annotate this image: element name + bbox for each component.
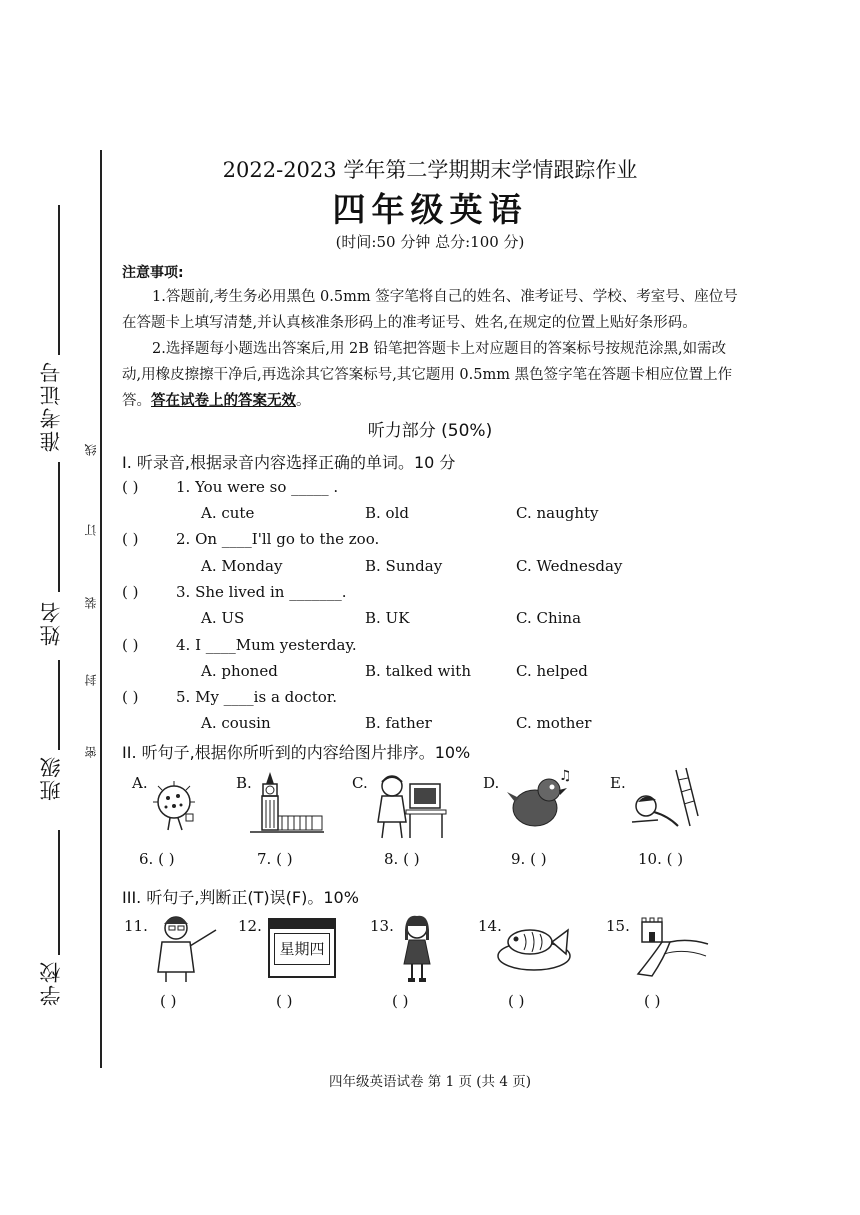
answer-paren[interactable]: ( ) [122, 478, 139, 496]
seal-mark: 订 [84, 524, 98, 536]
answer-paren[interactable]: ( ) [122, 530, 139, 548]
picture-label: 15. [606, 917, 630, 935]
singing-bird-icon [505, 768, 577, 836]
name-blank [58, 462, 60, 592]
option-a: A. Monday [201, 557, 283, 575]
order-answer[interactable]: 8. ( ) [384, 850, 420, 868]
question-stem: 5. My ____is a doctor. [176, 688, 338, 706]
teacher-icon [150, 912, 222, 984]
exam-id-blank [58, 205, 60, 355]
seal-mark: 封 [84, 674, 98, 686]
picture-label: A. [132, 774, 148, 792]
class-label: 班级 [39, 755, 63, 801]
answer-paren[interactable]: ( ) [122, 688, 139, 706]
question-3 [122, 583, 346, 601]
judge-answer[interactable]: ( ) [644, 992, 661, 1010]
option-c: C. mother [516, 714, 592, 732]
question-5 [122, 688, 337, 706]
question-2 [122, 530, 379, 548]
name-label: 姓名 [39, 600, 63, 646]
note-2-end: 。 [296, 393, 311, 409]
question-stem: 3. She lived in _______. [176, 583, 347, 601]
note-2-text: 2.选择题每小题选出答案后,用 2B 铅笔把答题卡上对应题目的答案标号按规范涂黑,如需改动,用橡皮擦擦干净后,再选涂其它答案标号,其它题用 0.5mm 黑色签字笔在答题卡相应位置上作答。 [122, 341, 733, 409]
fallen-boy-icon [628, 766, 700, 838]
fish-plate-icon [496, 918, 574, 974]
picture-label: C. [352, 774, 368, 792]
picture-label: 13. [370, 917, 394, 935]
picture-label: 12. [238, 917, 262, 935]
girl-icon [392, 914, 442, 984]
order-answer[interactable]: 9. ( ) [511, 850, 547, 868]
judge-answer[interactable]: ( ) [392, 992, 409, 1010]
seal-mark: 密 [84, 746, 98, 758]
page-footer: 四年级英语试卷 第 1 页 (共 4 页) [329, 1074, 531, 1090]
order-answer[interactable]: 6. ( ) [139, 850, 175, 868]
question-stem: 1. You were so _____ . [176, 478, 339, 496]
option-c: C. China [516, 609, 582, 627]
option-a: A. US [201, 609, 245, 627]
school-blank [58, 830, 60, 955]
option-b: B. father [365, 714, 432, 732]
answer-paren[interactable]: ( ) [122, 583, 139, 601]
section-3-title: III. 听句子,判断正(T)误(F)。10% [122, 888, 359, 907]
exam-id-label: 准考证号 [39, 360, 63, 452]
exam-term-title: 2022-2023 学年第二学期期末学情跟踪作业 [222, 158, 638, 182]
option-a: A. cute [201, 504, 255, 522]
listening-title: 听力部分 (50%) [367, 421, 493, 441]
calendar-icon [268, 918, 336, 978]
note-2-emphasis: 答在试卷上的答案无效 [151, 392, 296, 409]
answer-paren[interactable]: ( ) [122, 636, 139, 654]
virus-icon [148, 778, 208, 836]
picture-label: D. [483, 774, 500, 792]
section-2-title: II. 听句子,根据你所听到的内容给图片排序。10% [122, 743, 471, 762]
notes-heading: 注意事项: [122, 265, 184, 281]
judge-answer[interactable]: ( ) [160, 992, 177, 1010]
option-a: A. phoned [201, 662, 278, 680]
question-stem: 4. I ____Mum yesterday. [176, 636, 357, 654]
section-1-title: I. 听录音,根据录音内容选择正确的单词。10 分 [122, 453, 456, 472]
calendar-day: 星期四 [274, 933, 330, 965]
option-c: C. naughty [516, 504, 599, 522]
class-blank [58, 660, 60, 750]
option-b: B. UK [365, 609, 410, 627]
question-1 [122, 478, 338, 496]
great-wall-icon [634, 914, 710, 978]
question-stem: 2. On ____I'll go to the zoo. [176, 530, 380, 548]
picture-label: 14. [478, 917, 502, 935]
picture-label: E. [610, 774, 626, 792]
option-c: C. Wednesday [516, 557, 623, 575]
option-b: B. old [365, 504, 409, 522]
computer-boy-icon [370, 772, 450, 840]
seal-mark: 装 [84, 597, 98, 609]
seal-mark: 线 [84, 444, 98, 456]
calendar-top-bar [270, 920, 334, 929]
option-c: C. helped [516, 662, 588, 680]
option-b: B. talked with [365, 662, 471, 680]
order-answer[interactable]: 7. ( ) [257, 850, 293, 868]
time-info: (时间:50 分钟 总分:100 分) [335, 233, 525, 251]
binding-line [100, 150, 102, 1068]
svg-text:♫: ♫ [559, 768, 572, 784]
question-4 [122, 636, 357, 654]
school-label: 学校 [39, 960, 63, 1006]
option-b: B. Sunday [365, 557, 443, 575]
order-answer[interactable]: 10. ( ) [638, 850, 684, 868]
big-ben-icon [246, 770, 326, 836]
subject-title: 四年级英语 [332, 190, 528, 229]
note-2 [122, 336, 742, 414]
picture-label: B. [236, 774, 252, 792]
judge-answer[interactable]: ( ) [276, 992, 293, 1010]
note-1: 1.答题前,考生务必用黑色 0.5mm 签字笔将自己的姓名、准考证号、学校、考室号、座位号在答题卡上填写清楚,并认真核准条形码上的准考证号、姓名,在规定的位置上贴好条形码。 [122, 289, 738, 331]
picture-label: 11. [124, 917, 148, 935]
option-a: A. cousin [201, 714, 271, 732]
judge-answer[interactable]: ( ) [508, 992, 525, 1010]
